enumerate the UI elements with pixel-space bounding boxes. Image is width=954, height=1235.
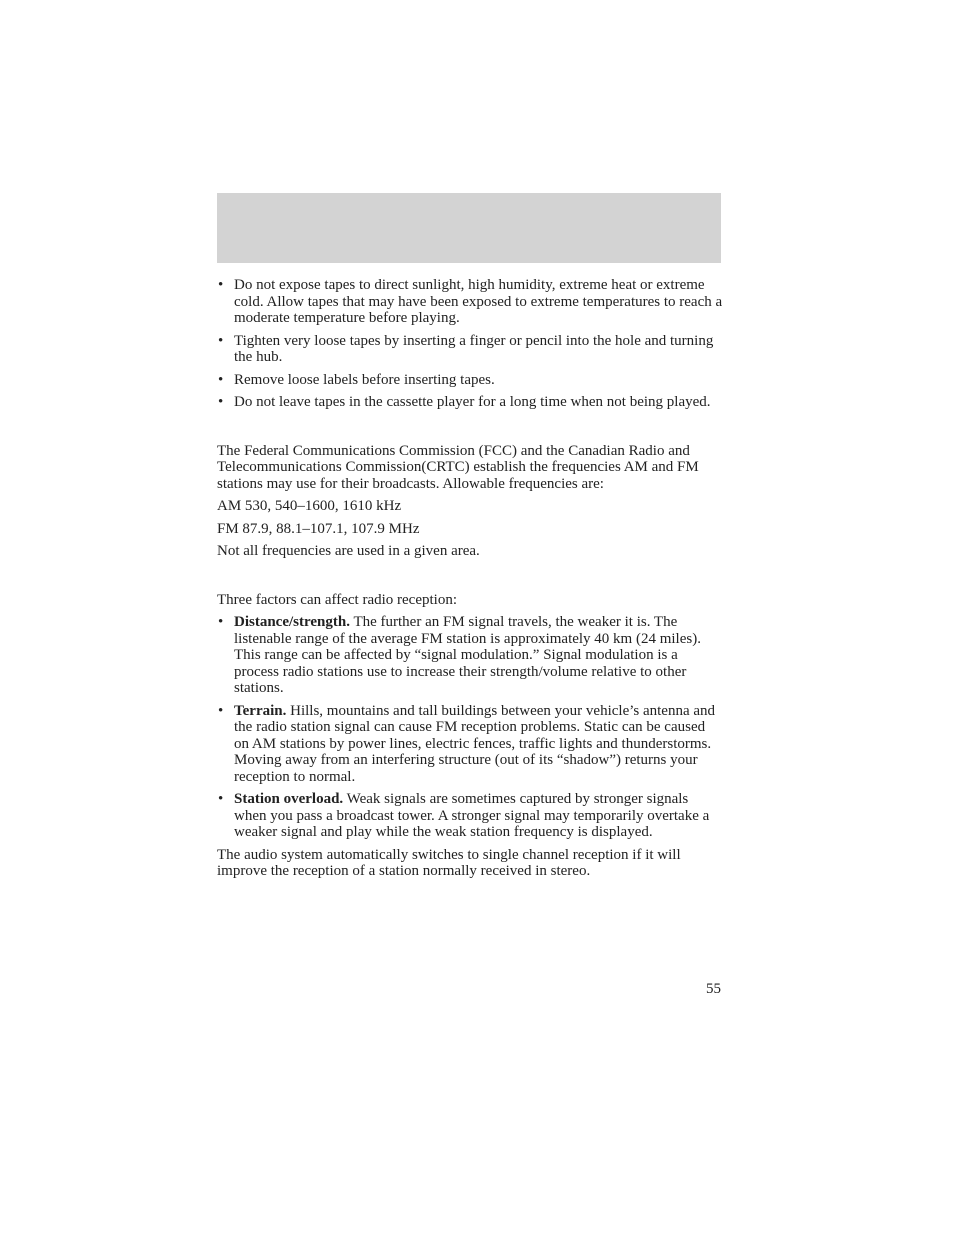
- reception-intro: Three factors can affect radio reception:: [217, 591, 457, 608]
- factor-text: The further an FM signal travels, the weaker it is. The listenable range of the average FM station is approximately 40 km (24 miles). This range can be affected by “signal modulation.” Signal modulation is a process radio stations use to increase their strength/volume relative to other stations.: [234, 614, 701, 696]
- section-header-band: [217, 193, 721, 263]
- frequencies-intro: The Federal Communications Commission (FCC) and the Canadian Radio and Telecommunications Commission(CRTC) establish the frequencies AM and FM stations may use for their broadcasts. Allowable frequencies are:: [217, 442, 699, 492]
- page-number: 55: [706, 981, 721, 997]
- am-frequencies: AM 530, 540–1600, 1610 kHz: [217, 498, 402, 514]
- list-item-text: Do not leave tapes in the cassette player for a long time when not being played.: [234, 394, 711, 410]
- factor-term: Station overload.: [234, 791, 344, 807]
- bullet-icon: •: [218, 332, 224, 349]
- list-item: [217, 333, 723, 366]
- fm-frequencies: FM 87.9, 88.1–107.1, 107.9 MHz: [217, 520, 420, 537]
- list-item: [217, 614, 723, 697]
- bullet-icon: •: [218, 277, 224, 293]
- list-item-text: Remove loose labels before inserting tapes.: [234, 371, 495, 388]
- tape-care-list: [217, 277, 723, 411]
- bullet-icon: •: [218, 614, 224, 630]
- factor-text: Hills, mountains and tall buildings between your vehicle’s antenna and the radio station signal can cause FM reception problems. Static can be caused on AM stations by power lines, electric fences, traffic lights and thunderstorms. Moving away from an interfering structure (out of its “shadow”) returns your reception to normal.: [234, 702, 716, 785]
- list-item: [217, 372, 723, 389]
- list-item: [217, 791, 723, 841]
- list-item: [217, 277, 723, 327]
- list-item-text: Do not expose tapes to direct sunlight, high humidity, extreme heat or extreme cold. Allow tapes that may have been exposed to extreme temperatures to reach a moderate temperature before playing.: [234, 277, 723, 326]
- reception-closing: The audio system automatically switches to single channel reception if it will improve the reception of a station normally received in stereo.: [217, 846, 681, 879]
- bullet-icon: •: [218, 702, 224, 719]
- section-spacer: [217, 417, 723, 443]
- list-item: [217, 394, 723, 411]
- bullet-icon: •: [218, 791, 224, 807]
- reception-factors-list: [217, 614, 723, 841]
- factor-text: Weak signals are sometimes captured by stronger signals when you pass a broadcast tower. A stronger signal may temporarily overtake a weaker signal and play while the weak station frequency is displayed.: [234, 791, 710, 840]
- bullet-icon: •: [218, 371, 224, 388]
- factor-term: Distance/strength.: [234, 614, 350, 630]
- list-item-text: Tighten very loose tapes by inserting a finger or pencil into the hole and turning the hub.: [234, 332, 714, 365]
- frequencies-note: Not all frequencies are used in a given area.: [217, 543, 480, 559]
- page-content: [217, 277, 723, 886]
- list-item: [217, 703, 723, 786]
- section-spacer: [217, 566, 723, 592]
- factor-term: Terrain.: [234, 702, 287, 719]
- bullet-icon: •: [218, 394, 224, 410]
